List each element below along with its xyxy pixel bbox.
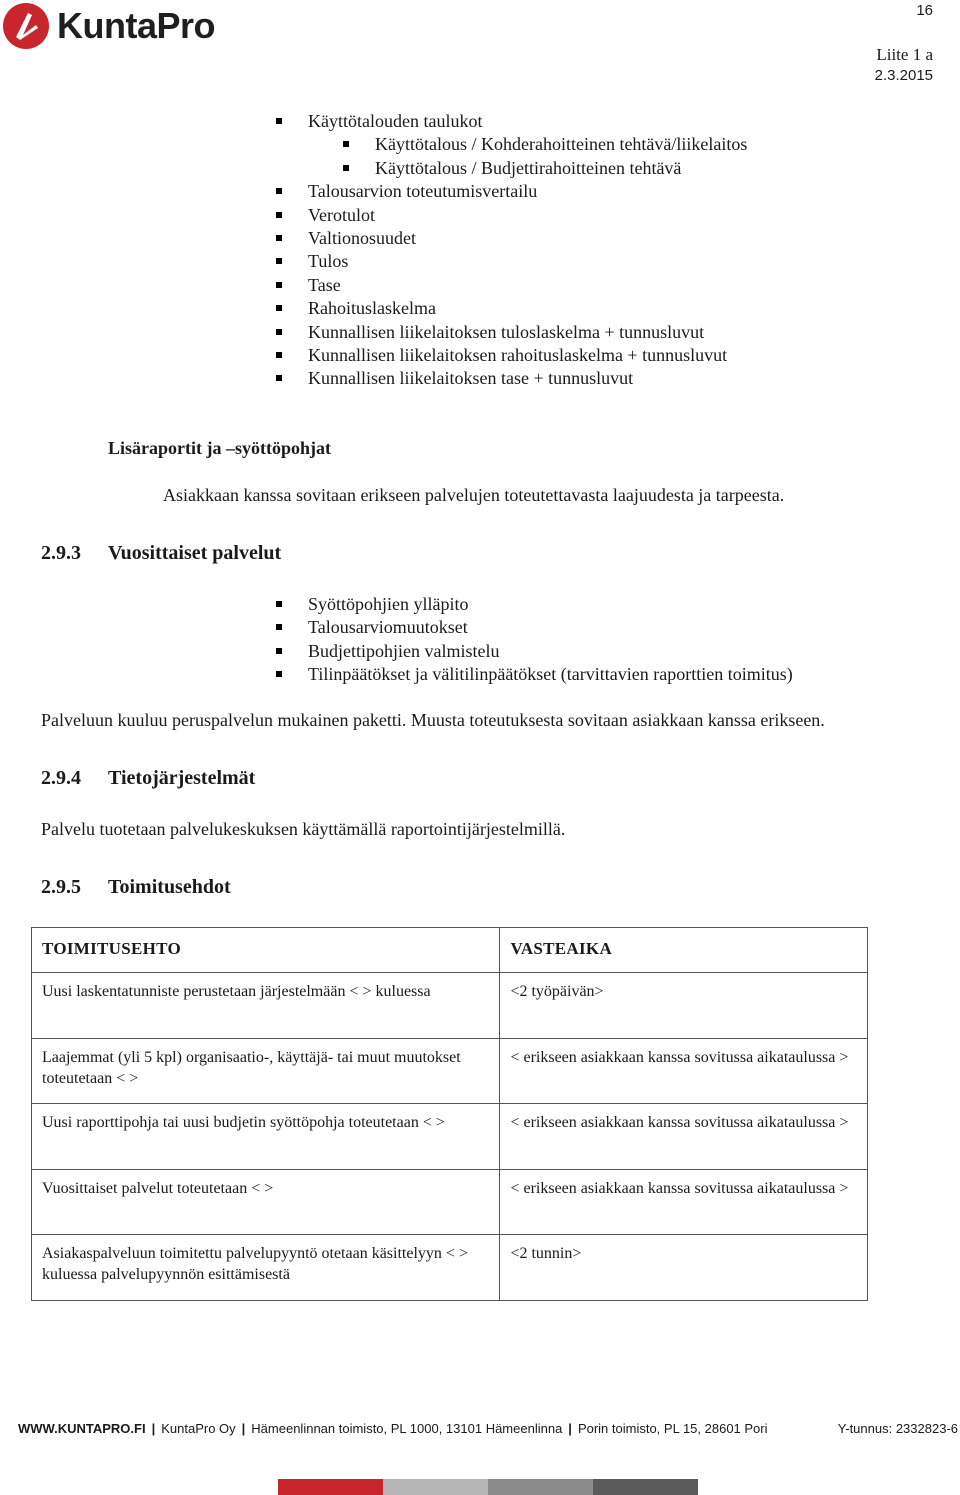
response-time-cell: < erikseen asiakkaan kanssa sovitussa aikataulussa > — [500, 1104, 868, 1170]
footer-company: KuntaPro Oy — [161, 1421, 236, 1436]
square-bullet-icon — [276, 258, 282, 264]
section-title: Toimitusehdot — [108, 876, 231, 898]
additional-reports-text: Asiakkaan kanssa sovitaan erikseen palvelujen toteutettavasta laajuudesta ja tarpeesta. — [163, 485, 785, 505]
table-row — [32, 1038, 868, 1104]
list-item-label: Talousarvion toteutumisvertailu — [308, 181, 538, 202]
square-bullet-icon — [276, 118, 282, 124]
table-row — [32, 1104, 868, 1170]
section-heading-295 — [41, 876, 231, 899]
list-item-label: Syöttöpohjien ylläpito — [308, 594, 469, 614]
list-item — [276, 204, 747, 227]
response-time-cell: < erikseen asiakkaan kanssa sovitussa aikataulussa > — [500, 1169, 868, 1235]
list-item-label: Käyttötalous / Budjettirahoitteinen tehtävä — [375, 157, 682, 178]
color-bar-segment — [278, 1479, 383, 1495]
square-bullet-icon — [343, 141, 349, 147]
delivery-terms-table — [31, 927, 868, 1301]
delivery-term-cell: Vuosittaiset palvelut toteutetaan < > — [32, 1169, 500, 1235]
section-title: Vuosittaiset palvelut — [108, 542, 282, 564]
response-time-cell: <2 tunnin> — [500, 1235, 868, 1301]
list-item — [276, 110, 747, 133]
delivery-term-cell: Uusi raporttipohja tai uusi budjetin syöttöpohja toteutetaan < > — [32, 1104, 500, 1170]
list-item-label: Verotulot — [308, 204, 375, 225]
section-number: 2.9.3 — [41, 542, 81, 564]
footer-separator: | — [241, 1421, 246, 1436]
list-item — [276, 133, 747, 156]
footer-business-id: Y-tunnus: 2332823-6 — [837, 1421, 958, 1436]
brand-name: KuntaPro — [57, 5, 215, 46]
color-bar-segment — [593, 1479, 698, 1495]
square-bullet-icon — [276, 601, 282, 607]
list-item-label: Talousarviomuutokset — [308, 617, 468, 638]
table-row — [32, 1169, 868, 1235]
list-item — [276, 663, 793, 686]
list-item — [276, 157, 747, 180]
response-time-cell: <2 työpäivän> — [500, 973, 868, 1039]
footer-website-link[interactable]: WWW.KUNTAPRO.FI — [18, 1421, 146, 1436]
list-item-label: Kunnallisen liikelaitoksen rahoituslaskelma + tunnusluvut — [308, 344, 728, 365]
square-bullet-icon — [276, 375, 282, 381]
list-item — [276, 593, 793, 616]
list-item — [276, 227, 747, 250]
footer-separator: | — [151, 1421, 156, 1436]
list-item — [276, 367, 747, 390]
square-bullet-icon — [276, 648, 282, 654]
list-item-label: Budjettipohjien valmistelu — [308, 640, 500, 661]
square-bullet-icon — [343, 165, 349, 171]
list-item-label: Käyttötalous / Kohderahoitteinen tehtävä/liikelaitos — [375, 134, 748, 155]
square-bullet-icon — [276, 624, 282, 630]
document-date: 2.3.2015 — [874, 67, 933, 84]
square-bullet-icon — [276, 188, 282, 194]
table-header-row — [32, 928, 868, 973]
list-item — [276, 616, 793, 639]
report-list — [276, 110, 747, 391]
color-bar-segment — [383, 1479, 488, 1495]
section-title: Tietojärjestelmät — [108, 767, 256, 789]
delivery-term-cell: Laajemmat (yli 5 kpl) organisaatio-, käyttäjä- tai muut muutokset toteutetaan < > — [32, 1038, 500, 1104]
section-number: 2.9.5 — [41, 876, 81, 898]
list-item — [276, 344, 747, 367]
square-bullet-icon — [276, 305, 282, 311]
section-293-text: Palveluun kuuluu peruspalvelun mukainen paketti. Muusta toteutuksesta sovitaan asiakkaan kanssa erikseen. — [41, 710, 825, 730]
page-number: 16 — [916, 2, 933, 19]
list-item-label: Käyttötalouden taulukot — [308, 111, 483, 131]
section-294-text: Palvelu tuotetaan palvelukeskuksen käyttämällä raportointijärjestelmillä. — [41, 819, 566, 839]
additional-reports-title: Lisäraportit ja –syöttöpohjat — [108, 438, 331, 458]
footer-office-pori: Porin toimisto, PL 15, 28601 Pori — [577, 1421, 768, 1436]
delivery-term-cell: Uusi laskentatunniste perustetaan järjestelmään < > kuluessa — [32, 973, 500, 1039]
list-item-label: Kunnallisen liikelaitoksen tase + tunnusluvut — [308, 368, 634, 389]
column-header: TOIMITUSEHTO — [32, 928, 500, 973]
list-item-label: Tilinpäätökset ja välitilinpäätökset (tarvittavien raporttien toimitus) — [308, 664, 793, 685]
section-heading-293 — [41, 542, 281, 565]
page-footer — [18, 1421, 958, 1436]
square-bullet-icon — [276, 282, 282, 288]
annual-services-list — [276, 593, 793, 687]
footer-office-hameenlinna: Hämeenlinnan toimisto, PL 1000, 13101 Hämeenlinna — [251, 1421, 563, 1436]
square-bullet-icon — [276, 235, 282, 241]
column-header: VASTEAIKA — [500, 928, 868, 973]
square-bullet-icon — [276, 671, 282, 677]
list-item-label: Rahoituslaskelma — [308, 298, 436, 319]
list-item-label: Tase — [308, 274, 341, 295]
kuntapro-logo-icon — [3, 3, 49, 49]
list-item-label: Kunnallisen liikelaitoksen tuloslaskelma + tunnusluvut — [308, 321, 705, 342]
list-item — [276, 250, 747, 273]
section-heading-294 — [41, 767, 255, 790]
list-item — [276, 640, 793, 663]
appendix-label: Liite 1 a — [876, 45, 933, 64]
list-item-label: Valtionosuudet — [308, 227, 416, 248]
square-bullet-icon — [276, 212, 282, 218]
square-bullet-icon — [276, 352, 282, 358]
footer-color-bar — [278, 1479, 698, 1495]
color-bar-segment — [488, 1479, 593, 1495]
section-number: 2.9.4 — [41, 767, 81, 789]
list-item-label: Tulos — [308, 251, 349, 272]
footer-separator: | — [568, 1421, 572, 1436]
list-item — [276, 274, 747, 297]
table-row — [32, 973, 868, 1039]
kuntapro-logo — [3, 3, 215, 49]
list-item — [276, 321, 747, 344]
square-bullet-icon — [276, 329, 282, 335]
list-item — [276, 180, 747, 203]
delivery-term-cell: Asiakaspalveluun toimitettu palvelupyyntö otetaan käsittelyyn < > kuluessa palvelupyynnön esittämisestä — [32, 1235, 500, 1301]
table-row — [32, 1235, 868, 1301]
list-item — [276, 297, 747, 320]
response-time-cell: < erikseen asiakkaan kanssa sovitussa aikataulussa > — [500, 1038, 868, 1104]
